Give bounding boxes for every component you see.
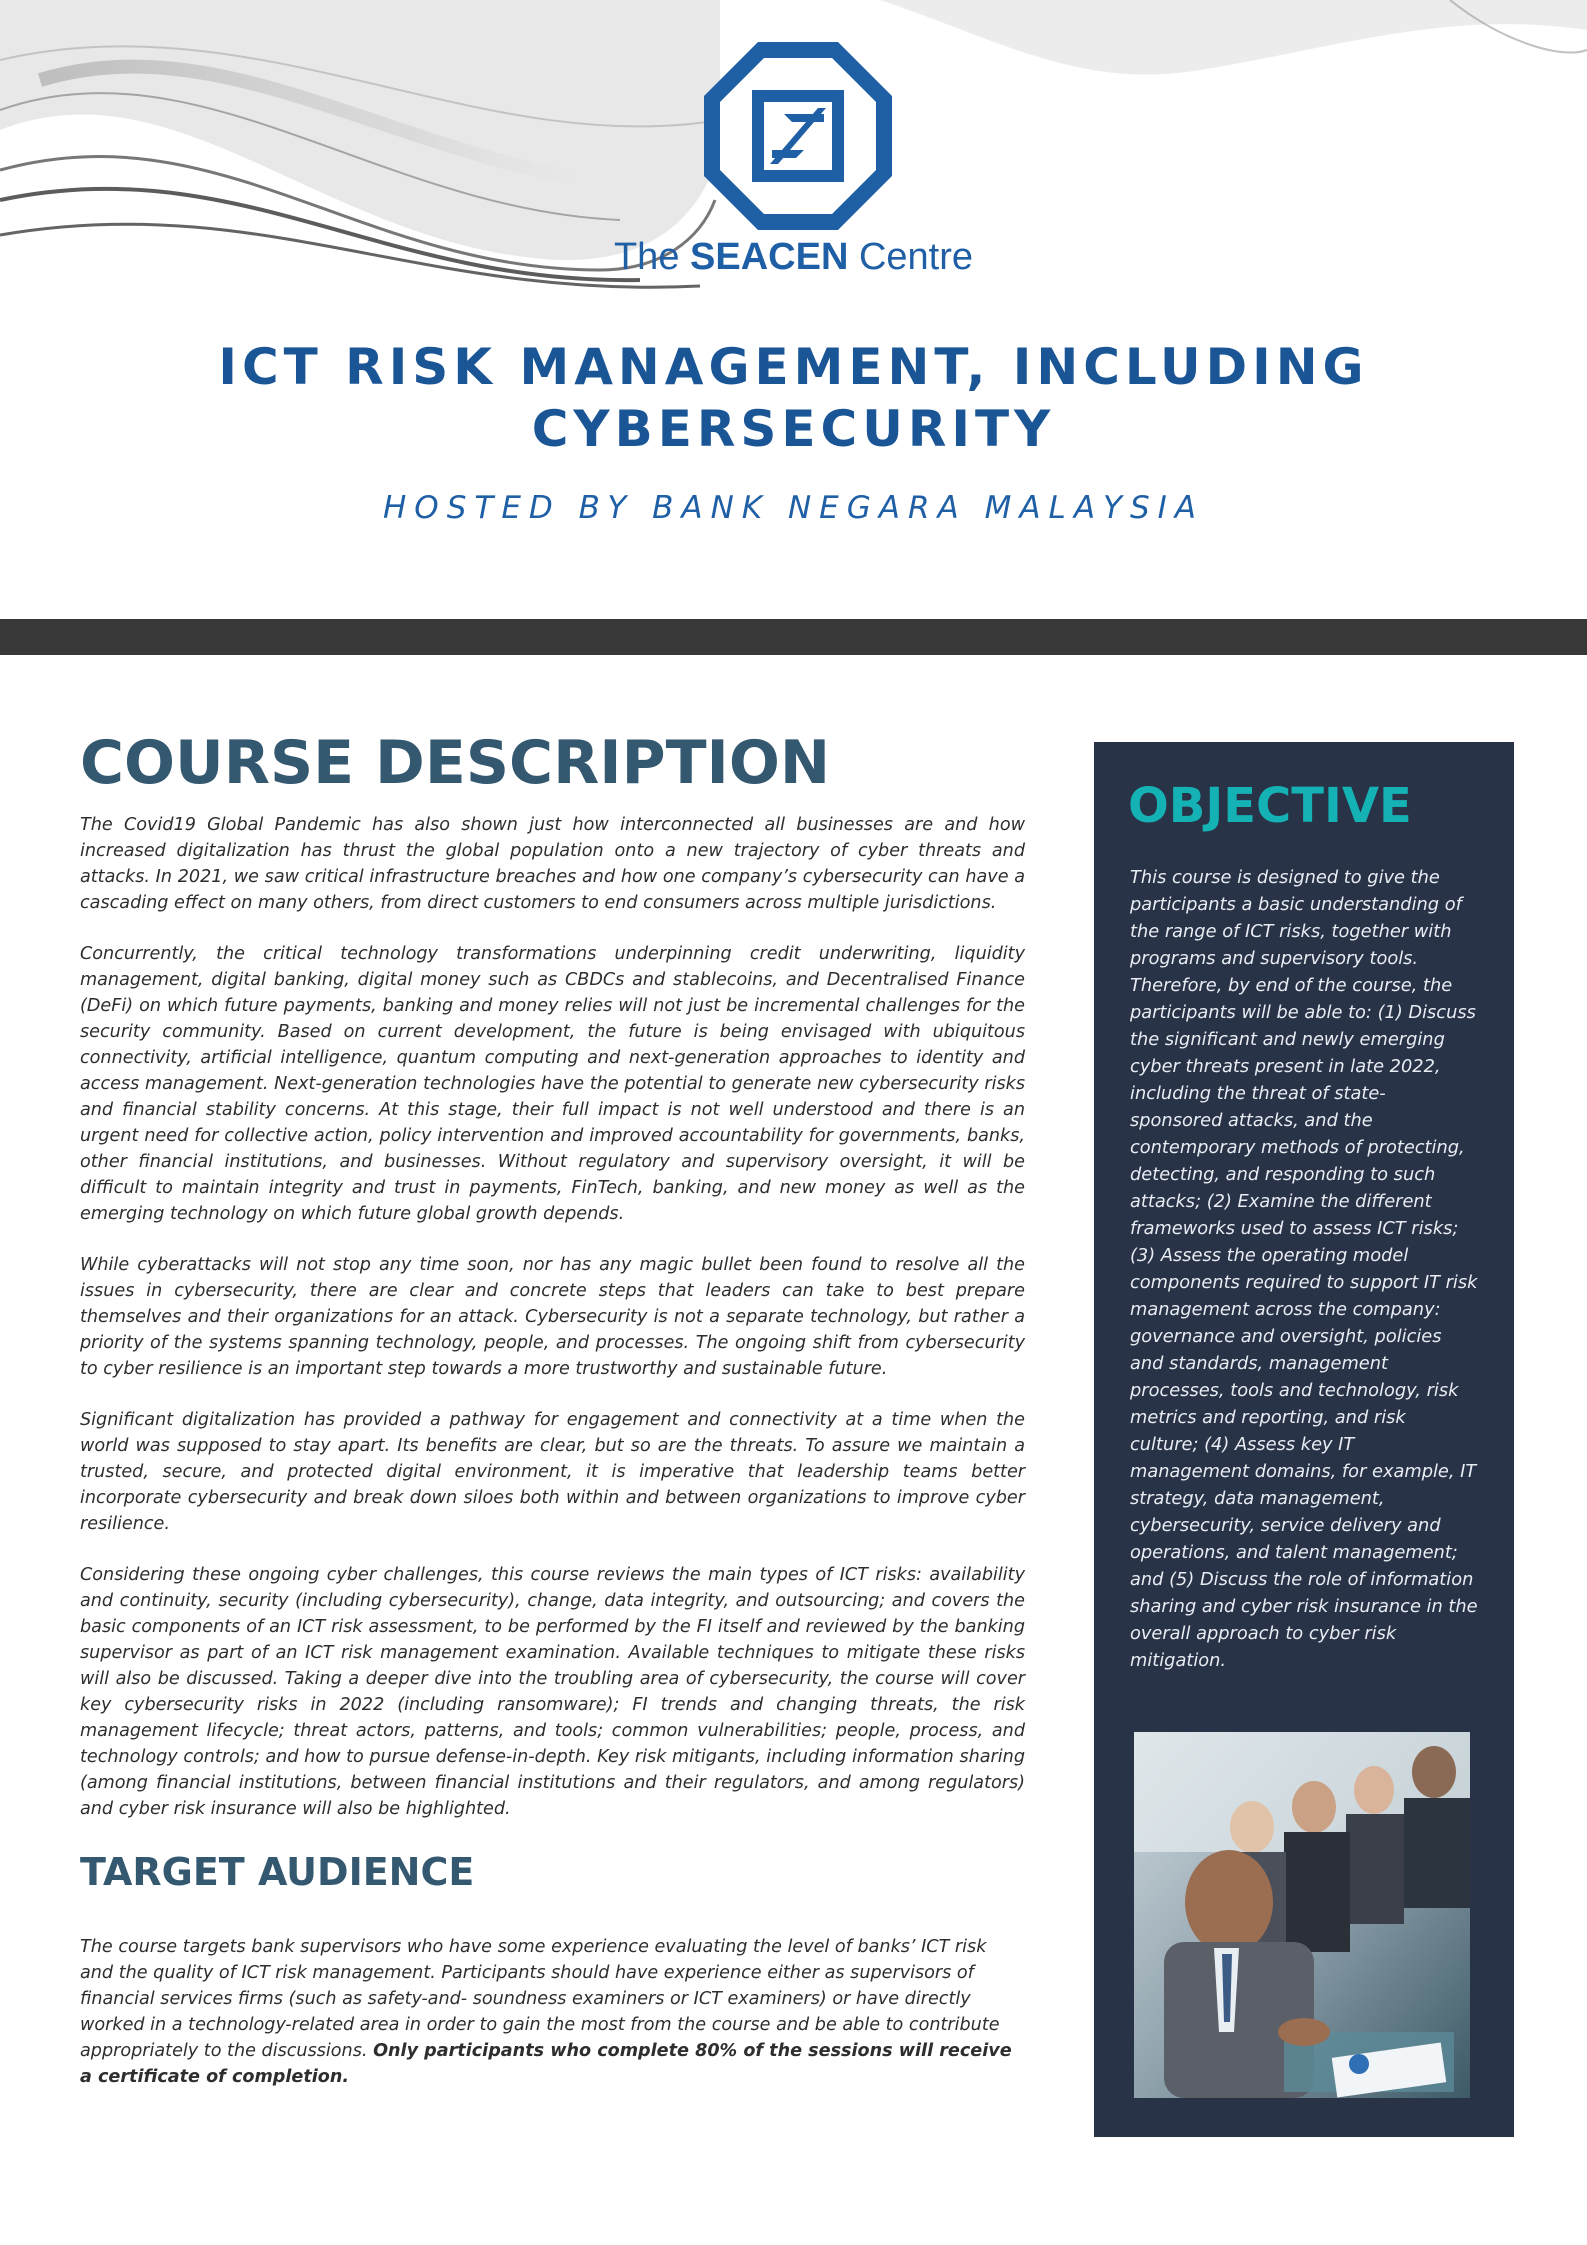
course-description-paragraph: The Covid19 Global Pandemic has also shown just how interconnected all businesses are and how increased digitalization has thrust the global population onto a new trajectory of cyber threats and attacks. In 2021, we saw critical infrastructure breaches and how one company’s cybersecurity can have a cascading effect on many others, from direct customers to end consumers across multiple jurisdictions.: [80, 815, 1025, 913]
course-description-heading: COURSE DESCRIPTION: [80, 728, 831, 798]
brand-wordmark: [0, 236, 1587, 279]
main-column: [80, 728, 1025, 2115]
seacen-logo-icon: [700, 38, 896, 234]
course-description-paragraph: Significant digitalization has provided a pathway for engagement and connectivity at a time when the world was supposed to stay apart. Its benefits are clear, but so are the threats. To assure we maintain a trusted, secure, and protected digital environment, it is imperative that leadership teams better incorporate cybersecurity and break down siloes both within and between organizations to improve cyber resilience.: [80, 1410, 1025, 1534]
objective-text: This course is designed to give the participants a basic understanding of the range of ICT risks, together with programs and supervisory tools. Therefore, by end of the course, the participants will be able to: (1) Discuss the significant and newly emerging cyber threats present in late 2022, including the threat of state-sponsored attacks, and the contemporary methods of protecting, detecting, and responding to such attacks; (2) Examine the different frameworks used to assess ICT risks; (3) Assess the operating model components required to support IT risk management across the company: governance and oversight, policies and standards, management processes, tools and technology, risk metrics and reporting, and risk culture; (4) Assess key IT management domains, for example, IT strategy, data management, cybersecurity, service delivery and operations, and talent management; and (5) Discuss the role of information sharing and cyber risk insurance in the overall approach to cyber risk mitigation.: [1130, 867, 1478, 1671]
page-title-line2: CYBERSECURITY: [531, 400, 1056, 458]
course-description-paragraph: Concurrently, the critical technology transformations underpinning credit underwriting, liquidity management, digital banking, digital money such as CBDCs and stablecoins, and Decentralised Finance (DeFi) on which future payments, banking and money relies will not just be incremental challenges for the security community. Based on current development, the future is being envisaged with ubiquitous connectivity, artificial intelligence, quantum computing and next-generation approaches to identity and access management. Next-generation technologies have the potential to generate new cybersecurity risks and financial stability concerns. At this stage, their full impact is not well understood and there is an urgent need for collective action, policy intervention and improved accountability for governments, banks, other financial institutions, and businesses. Without regulatory and supervisory oversight, it will be difficult to maintain integrity and trust in payments, FinTech, banking, and new money as well as the emerging technology on which future global growth depends.: [80, 944, 1025, 1224]
header-divider-bar: [0, 619, 1587, 655]
target-audience-heading: TARGET AUDIENCE: [80, 1850, 475, 1894]
target-audience-paragraph: [80, 1934, 1025, 2090]
target-audience-text: The course targets bank supervisors who have some experience evaluating the level of banks’ ICT risk and the quality of ICT risk management. Participants should have experience either as supervisors of financial services firms (such as safety-and- soundness examiners or ICT examiners) or have directly worked in a technology-related area in order to gain the most from the course and be able to contribute appropriately to the discussions.: [80, 1937, 1000, 2061]
objective-panel: [1094, 742, 1514, 2137]
page-header: [0, 0, 1587, 620]
business-meeting-photo-icon: [1134, 1732, 1470, 2098]
brand-suffix: Centre: [848, 236, 974, 278]
page-title-line1: ICT RISK MANAGEMENT, INCLUDING: [218, 338, 1369, 396]
course-description-paragraph: While cyberattacks will not stop any time soon, nor has any magic bullet been found to resolve all the issues in cybersecurity, there are clear and concrete steps that leaders can take to best prepare themselves and their organizations for an attack. Cybersecurity is not a separate technology, but rather a priority of the systems spanning technology, people, and processes. The ongoing shift from cybersecurity to cyber resilience is an important step towards a more trustworthy and sustainable future.: [80, 1255, 1025, 1379]
certificate-note: Only participants who complete 80% of the sessions will receive a certificate of completion.: [80, 2041, 1012, 2087]
page-title: [180, 336, 1407, 460]
course-description-paragraph: Considering these ongoing cyber challenges, this course reviews the main types of ICT risks: availability and continuity, security (including cybersecurity), change, data integrity, and outsourcing; and covers the basic components of an ICT risk assessment, to be performed by the FI itself and reviewed by the banking supervisor as part of an ICT risk management examination. Available techniques to mitigate these risks will also be discussed. Taking a deeper dive into the troubling area of cybersecurity, the course will cover key cybersecurity risks in 2022 (including ransomware); FI trends and changing threats, the risk management lifecycle; threat actors, patterns, and tools; common vulnerabilities; people, process, and technology controls; and how to pursue defense-in-depth. Key risk mitigants, including information sharing (among financial institutions, between financial institutions and their regulators, and among regulators) and cyber risk insurance will also be highlighted.: [80, 1565, 1025, 1819]
objective-heading: OBJECTIVE: [1128, 778, 1412, 834]
brand-name: SEACEN: [690, 236, 849, 278]
page-subtitle: HOSTED BY BANK NEGARA MALAYSIA: [383, 490, 1204, 526]
brand-prefix: The: [613, 236, 691, 278]
